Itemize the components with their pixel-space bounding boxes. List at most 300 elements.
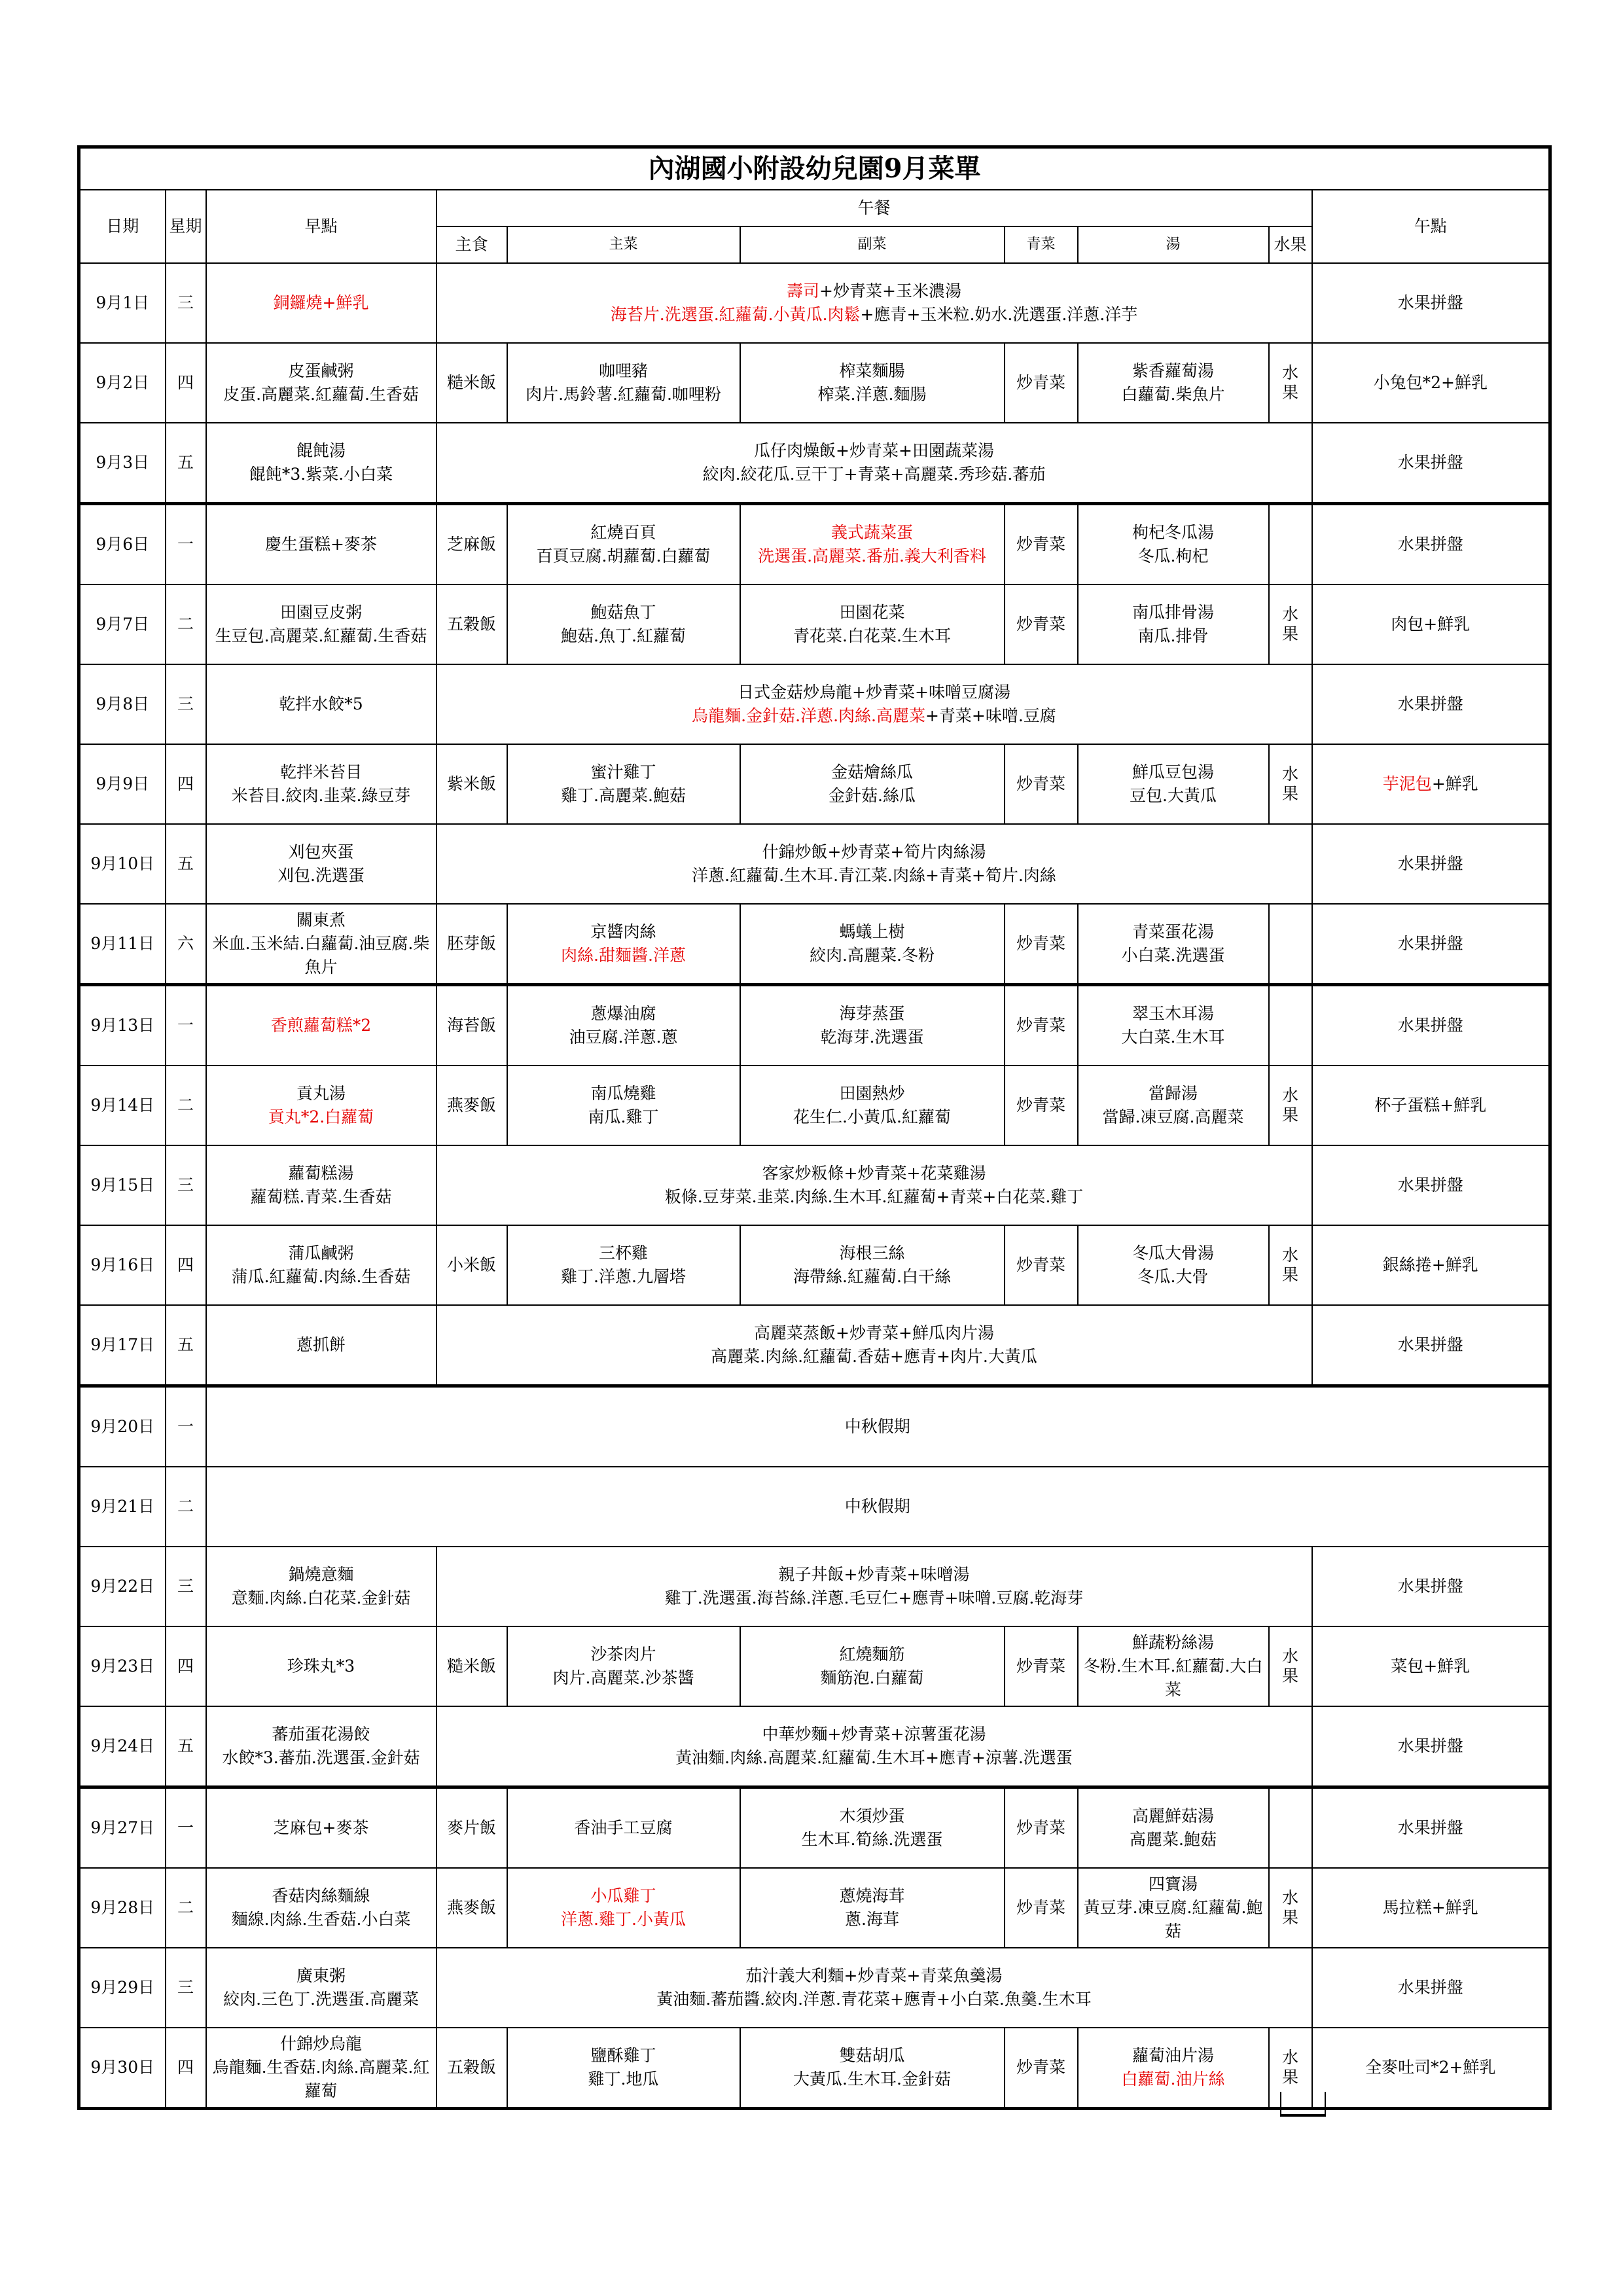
soup-cell [1078,343,1269,423]
cell-line: 高麗菜.鮑菇 [1130,1830,1217,1849]
weekday-cell: 一 [166,985,206,1066]
cell-line: 意麵.肉絲.白花菜.金針菇 [231,1588,411,1607]
main-dish-cell [507,1225,740,1305]
cell-line: 芝麻包+麥茶 [273,1818,369,1837]
weekday-cell: 三 [166,664,206,744]
fruit-char: 果 [1281,1908,1298,1927]
breakfast-cell [206,2028,437,2109]
snack-cell [1312,1706,1550,1787]
breakfast-cell [206,1787,437,1869]
snack-cell [1312,1547,1550,1626]
cell-line [440,463,1309,486]
weekday-cell: 四 [166,2028,206,2109]
cell-line: 貢丸湯 [296,1084,346,1103]
breakfast-cell [206,343,437,423]
cell-line: 水果拼盤 [1397,1818,1463,1837]
cell-line: 大白菜.生木耳 [1121,1028,1225,1047]
breakfast-cell [206,1145,437,1225]
vegetable-cell: 炒青菜 [1005,584,1078,664]
weekday-cell: 一 [166,1787,206,1869]
cell-line: 四寶湯 [1148,1874,1198,1893]
table-row [79,1706,1550,1787]
cell-line: 青菜蛋花湯 [1132,922,1214,941]
text-segment: +應青+玉米粒.奶水.洗選蛋.洋蔥.洋芋 [860,305,1138,324]
snack-cell [1312,1305,1550,1386]
cell-line: 蘿蔔糕湯 [288,1164,354,1183]
side-dish-cell [740,1225,1005,1305]
cell-line: 鹽酥雞丁 [590,2046,656,2065]
snack-cell [1312,824,1550,904]
fruit-char: 果 [1281,1105,1298,1124]
snack-cell [1312,904,1550,985]
main-dish-cell [507,584,740,664]
main-dish-cell [507,1787,740,1869]
cell-line: 田園熱炒 [839,1084,905,1103]
date-cell: 9月13日 [79,985,166,1066]
cell-line: 黃豆芽.凍豆腐.紅蘿蔔.鮑菇 [1083,1898,1263,1941]
cell-line: 鮑菇魚丁 [590,603,656,622]
cell-line: 菜包+鮮乳 [1391,1657,1471,1676]
cell-line: 南瓜燒雞 [590,1084,656,1103]
side-dish-cell [740,985,1005,1066]
date-cell: 9月10日 [79,824,166,904]
staple-cell: 燕麥飯 [437,1066,507,1145]
header-main: 主菜 [507,226,740,263]
table-row [79,824,1550,904]
cell-line: 絞肉.高麗菜.冬粉 [810,946,935,965]
table-row [79,1305,1550,1386]
fruit-cell [1269,1066,1312,1145]
cell-line: 水果拼盤 [1397,694,1463,713]
cell-line [440,439,1309,463]
cell-line: 馬拉糕+鮮乳 [1382,1898,1478,1917]
header-staple: 主食 [437,226,507,263]
cell-line: 雞丁.地瓜 [588,2070,659,2089]
cell-line: 貢丸*2.白蘿蔔 [268,1107,374,1126]
cell-line: 麵筋泡.白蘿蔔 [820,1668,924,1687]
holiday-cell: 中秋假期 [206,1386,1550,1467]
cell-line: 水果拼盤 [1397,535,1463,554]
text-segment: 烏龍麵.金針菇.洋蔥.肉絲.高麗菜 [692,706,925,725]
table-row [79,664,1550,744]
cell-line: 蜜汁雞丁 [590,762,656,781]
cell-line: 洗選蛋.高麗菜.番茄.義大利香料 [758,547,986,565]
staple-cell: 海苔飯 [437,985,507,1066]
side-dish-cell [740,343,1005,423]
cell-line: 冬瓜.枸杞 [1137,547,1209,565]
soup-cell [1078,1787,1269,1869]
header-date: 日期 [79,190,166,263]
breakfast-cell [206,1547,437,1626]
text-segment: 洋蔥.紅蘿蔔.生木耳.青江菜.肉絲+青菜+筍片.肉絲 [692,866,1056,885]
cell-line: 冬瓜.大骨 [1137,1267,1209,1286]
fruit-char: 果 [1281,1666,1298,1685]
cell-line: 蔥燒海茸 [839,1886,905,1905]
lunch-combined-cell [437,423,1312,504]
weekday-cell: 四 [166,343,206,423]
vegetable-cell: 炒青菜 [1005,2028,1078,2109]
cell-line [440,1723,1309,1746]
cell-line: 餛飩*3.紫菜.小白菜 [249,465,393,484]
breakfast-cell [206,1868,437,1948]
snack-cell [1312,1787,1550,1869]
cell-line [440,279,1309,303]
breakfast-cell [206,1305,437,1386]
breakfast-cell [206,904,437,985]
cell-line: 蘿蔔油片湯 [1132,2046,1214,2065]
table-row [79,1787,1550,1869]
cell-line: 慶生蛋糕+麥茶 [265,535,377,554]
cell-line: 米苔目.絞肉.韭菜.綠豆芽 [231,786,411,805]
cell-line: 米血.玉米結.白蘿蔔.油豆腐.柴魚片 [212,934,430,977]
cell-line: 百頁豆腐.胡蘿蔔.白蘿蔔 [536,547,711,565]
main-dish-cell [507,343,740,423]
cell-line: 紅燒麵筋 [839,1645,905,1664]
cell-line: 什錦炒烏龍 [279,2034,362,2053]
date-cell: 9月22日 [79,1547,166,1626]
weekday-cell: 五 [166,423,206,504]
vegetable-cell: 炒青菜 [1005,343,1078,423]
weekday-cell: 一 [166,504,206,585]
cell-line: 蒲瓜鹹粥 [288,1244,354,1263]
table-row [79,504,1550,585]
cell-line: 冬瓜大骨湯 [1132,1244,1214,1263]
cell-line: 皮蛋.高麗菜.紅蘿蔔.生香菇 [223,385,419,404]
table-row [79,1868,1550,1948]
snack-cell [1312,343,1550,423]
vegetable-cell: 炒青菜 [1005,904,1078,985]
text-segment: 親子丼飯+炒青菜+味噌湯 [778,1565,970,1584]
cell-line: 杯子蛋糕+鮮乳 [1374,1096,1487,1115]
date-cell: 9月7日 [79,584,166,664]
text-segment: 高麗菜蒸飯+炒青菜+鮮瓜肉片湯 [754,1323,994,1342]
cell-line: 蔥.海茸 [845,1910,899,1929]
cell-line: 生木耳.筍絲.洗選蛋 [801,1830,943,1849]
table-row [79,1626,1550,1706]
side-dish-cell [740,1066,1005,1145]
text-segment: 瓜仔肉燥飯+炒青菜+田園蔬菜湯 [754,441,994,460]
weekday-cell: 二 [166,1467,206,1547]
fruit-cell [1269,904,1312,985]
cell-line: 翠玉木耳湯 [1132,1004,1214,1023]
snack-cell [1312,504,1550,585]
fruit-char: 果 [1281,2068,1298,2087]
weekday-cell: 五 [166,1706,206,1787]
cell-line: 小瓜雞丁 [590,1886,656,1905]
table-row [79,1225,1550,1305]
cell-line: 白蘿蔔.油片絲 [1121,2070,1225,2089]
date-cell: 9月21日 [79,1467,166,1547]
main-dish-cell [507,504,740,585]
breakfast-cell [206,1948,437,2028]
cell-line: 刈包.洗選蛋 [277,866,365,885]
cell-line: 水果拼盤 [1397,1016,1463,1035]
main-dish-cell [507,1868,740,1948]
cell-line: 鍋燒意麵 [288,1565,354,1584]
text-segment: 什錦炒飯+炒青菜+筍片肉絲湯 [762,842,986,861]
cell-line: 豆包.大黃瓜 [1130,786,1217,805]
weekday-cell: 五 [166,1305,206,1386]
soup-cell [1078,1626,1269,1706]
cell-line: 香油手工豆腐 [574,1818,673,1837]
cell-line [440,1345,1309,1369]
cell-line: 水果拼盤 [1397,854,1463,873]
table-row [79,904,1550,985]
text-segment: 黃油麵.蕃茄醬.絞肉.洋蔥.青花菜+應青+小白菜.魚羹.生木耳 [656,1990,1092,2009]
cell-line: 咖哩豬 [598,361,648,380]
cell-line: 田園豆皮粥 [279,603,362,622]
cell-line: 銅鑼燒+鮮乳 [273,293,369,312]
side-dish-cell [740,1868,1005,1948]
cell-line: 海根三絲 [839,1244,905,1263]
vegetable-cell: 炒青菜 [1005,1225,1078,1305]
cell-line: 蒲瓜.紅蘿蔔.肉絲.生香菇 [231,1267,411,1286]
breakfast-cell [206,263,437,343]
table-row [79,2028,1550,2109]
header-weekday: 星期 [166,190,206,263]
fruit-cell [1269,1787,1312,1869]
header-fruit: 水果 [1269,226,1312,263]
cell-line: 鮮瓜豆包湯 [1132,762,1214,781]
text-segment: +青菜+味噌.豆腐 [925,706,1056,725]
cell-line: 刈包夾蛋 [288,842,354,861]
cell-line: 香煎蘿蔔糕*2 [270,1016,372,1035]
fruit-char: 水 [1281,2048,1298,2067]
cell-line [440,840,1309,864]
vegetable-cell: 炒青菜 [1005,1626,1078,1706]
staple-cell: 糙米飯 [437,1626,507,1706]
side-dish-cell [740,2028,1005,2109]
lunch-combined-cell [437,1706,1312,1787]
fruit-char: 果 [1281,1265,1298,1284]
cell-line: 水果拼盤 [1397,293,1463,312]
soup-cell [1078,1868,1269,1948]
main-dish-cell [507,904,740,985]
breakfast-cell [206,744,437,824]
cell-line: 生豆包.高麗菜.紅蘿蔔.生香菇 [215,626,427,645]
text-segment: +鮮乳 [1431,774,1478,793]
cell-line: 絞肉.三色丁.洗選蛋.高麗菜 [223,1990,419,2009]
weekday-cell: 一 [166,1386,206,1467]
cell-line: 田園花菜 [839,603,905,622]
lunch-combined-cell [437,664,1312,744]
snack-cell [1312,1948,1550,2028]
table-row [79,1386,1550,1467]
cell-line: 水果拼盤 [1397,1736,1463,1755]
cell-line [440,1587,1309,1610]
trailing-fruit-cell [1280,2092,1326,2117]
cell-line: 義式蔬菜蛋 [830,523,913,542]
lunch-combined-cell [437,263,1312,343]
snack-cell [1312,1626,1550,1706]
cell-line: 南瓜.排骨 [1137,626,1209,645]
weekday-cell: 三 [166,263,206,343]
date-cell: 9月20日 [79,1386,166,1467]
text-segment: 日式金菇炒烏龍+炒青菜+味噌豆腐湯 [738,683,1010,702]
cell-line: 皮蛋鹹粥 [288,361,354,380]
cell-line [440,1563,1309,1587]
text-segment: 高麗菜.肉絲.紅蘿蔔.香菇+應青+肉片.大黃瓜 [711,1347,1037,1366]
lunch-combined-cell [437,1305,1312,1386]
date-cell: 9月29日 [79,1948,166,2028]
text-segment: 芋泥包 [1382,774,1432,793]
cell-line: 乾拌水餃*5 [279,694,363,713]
breakfast-cell [206,1706,437,1787]
lunch-combined-cell [437,1547,1312,1626]
cell-line: 京醬肉絲 [590,922,656,941]
header-lunch: 午餐 [437,190,1312,226]
cell-line: 南瓜排骨湯 [1132,603,1214,622]
cell-line: 海帶絲.紅蘿蔔.白干絲 [793,1267,951,1286]
weekday-cell: 三 [166,1145,206,1225]
breakfast-cell [206,1225,437,1305]
cell-line: 榨菜麵腸 [839,361,905,380]
cell-line [440,303,1309,327]
snack-cell [1312,985,1550,1066]
side-dish-cell [740,904,1005,985]
breakfast-cell [206,985,437,1066]
date-cell: 9月11日 [79,904,166,985]
date-cell: 9月6日 [79,504,166,585]
weekday-cell: 二 [166,1066,206,1145]
side-dish-cell [740,504,1005,585]
cell-line: 餛飩湯 [296,441,346,460]
weekday-cell: 四 [166,1626,206,1706]
weekday-cell: 五 [166,824,206,904]
cell-line: 南瓜.雞丁 [588,1107,659,1126]
date-cell: 9月16日 [79,1225,166,1305]
text-segment: 絞肉.絞花瓜.豆干丁+青菜+高麗菜.秀珍菇.蕃茄 [702,465,1046,484]
date-cell: 9月23日 [79,1626,166,1706]
staple-cell: 燕麥飯 [437,1868,507,1948]
side-dish-cell [740,584,1005,664]
breakfast-cell [206,664,437,744]
fruit-cell [1269,1225,1312,1305]
breakfast-cell [206,504,437,585]
cell-line [440,1746,1309,1770]
table-row [79,1948,1550,2028]
cell-line [1315,772,1546,796]
fruit-cell [1269,584,1312,664]
breakfast-cell [206,423,437,504]
soup-cell [1078,985,1269,1066]
lunch-combined-cell [437,1948,1312,2028]
soup-cell [1078,504,1269,585]
cell-line [440,704,1309,728]
fruit-char: 水 [1281,1647,1298,1666]
cell-line: 木須炒蛋 [839,1806,905,1825]
table-row [79,343,1550,423]
cell-line: 肉片.馬鈴薯.紅蘿蔔.咖哩粉 [526,385,721,404]
fruit-cell [1269,744,1312,824]
lunch-combined-cell [437,824,1312,904]
cell-line: 香菇肉絲麵線 [272,1886,370,1905]
date-cell: 9月24日 [79,1706,166,1787]
cell-line: 海芽蒸蛋 [839,1004,905,1023]
snack-cell [1312,2028,1550,2109]
cell-line: 蔥抓餅 [296,1335,346,1354]
cell-line: 花生仁.小黃瓜.紅蘿蔔 [793,1107,951,1126]
text-segment: 茄汁義大利麵+炒青菜+青菜魚羹湯 [745,1966,1003,1985]
cell-line: 水果拼盤 [1397,453,1463,472]
vegetable-cell: 炒青菜 [1005,504,1078,585]
menu-table [77,145,1552,2110]
soup-cell [1078,744,1269,824]
soup-cell [1078,1225,1269,1305]
table-row [79,1145,1550,1225]
staple-cell: 芝麻飯 [437,504,507,585]
cell-line: 紫香蘿蔔湯 [1132,361,1214,380]
cell-line: 小白菜.洗選蛋 [1121,946,1225,965]
date-cell: 9月3日 [79,423,166,504]
cell-line: 蔥爆油腐 [590,1004,656,1023]
vegetable-cell: 炒青菜 [1005,1066,1078,1145]
snack-cell [1312,263,1550,343]
cell-line: 乾拌米苔目 [279,762,362,781]
fruit-cell [1269,985,1312,1066]
fruit-char: 果 [1281,624,1298,643]
text-segment: 客家炒粄條+炒青菜+花菜雞湯 [762,1164,986,1183]
cell-line: 高麗鮮菇湯 [1132,1806,1214,1825]
cell-line: 沙茶肉片 [590,1645,656,1664]
cell-line: 雞丁.高麗菜.鮑菇 [561,786,686,805]
fruit-char: 果 [1281,784,1298,803]
cell-line [440,681,1309,704]
breakfast-cell [206,1626,437,1706]
cell-line: 三杯雞 [598,1244,648,1263]
cell-line: 榨菜.洋蔥.麵腸 [817,385,927,404]
cell-line [440,1321,1309,1345]
cell-line: 鮮蔬粉絲湯 [1132,1633,1214,1652]
cell-line: 水果拼盤 [1397,934,1463,953]
fruit-char: 水 [1281,363,1298,382]
staple-cell: 小米飯 [437,1225,507,1305]
cell-line: 肉片.高麗菜.沙茶醬 [552,1668,694,1687]
cell-line: 乾海芽.洗選蛋 [820,1028,924,1047]
cell-line: 白蘿蔔.柴魚片 [1121,385,1225,404]
header-soup: 湯 [1078,226,1269,263]
cell-line: 油豆腐.洋蔥.蔥 [569,1028,678,1047]
cell-line: 小兔包*2+鮮乳 [1373,373,1488,392]
cell-line: 關東煮 [296,910,346,929]
text-segment: 壽司 [787,281,820,300]
date-cell: 9月28日 [79,1868,166,1948]
cell-line: 銀絲捲+鮮乳 [1382,1255,1478,1274]
fruit-char: 果 [1281,383,1298,402]
cell-line: 蘿蔔糕.青菜.生香菇 [250,1187,392,1206]
table-row [79,423,1550,504]
side-dish-cell [740,1626,1005,1706]
cell-line: 當歸.凍豆腐.高麗菜 [1102,1107,1244,1126]
cell-line: 水餃*3.蕃茄.洗選蛋.金針菇 [222,1748,420,1767]
breakfast-cell [206,584,437,664]
soup-cell [1078,584,1269,664]
date-cell: 9月9日 [79,744,166,824]
fruit-cell [1269,504,1312,585]
weekday-cell: 四 [166,744,206,824]
snack-cell [1312,584,1550,664]
cell-line: 螞蟻上樹 [839,922,905,941]
main-dish-cell [507,1626,740,1706]
cell-line: 水果拼盤 [1397,1978,1463,1997]
fruit-char: 水 [1281,1086,1298,1105]
header-breakfast: 早點 [206,190,437,263]
main-dish-cell [507,2028,740,2109]
staple-cell: 胚芽飯 [437,904,507,985]
table-row [79,1467,1550,1547]
cell-line [440,1988,1309,2011]
snack-cell [1312,1145,1550,1225]
